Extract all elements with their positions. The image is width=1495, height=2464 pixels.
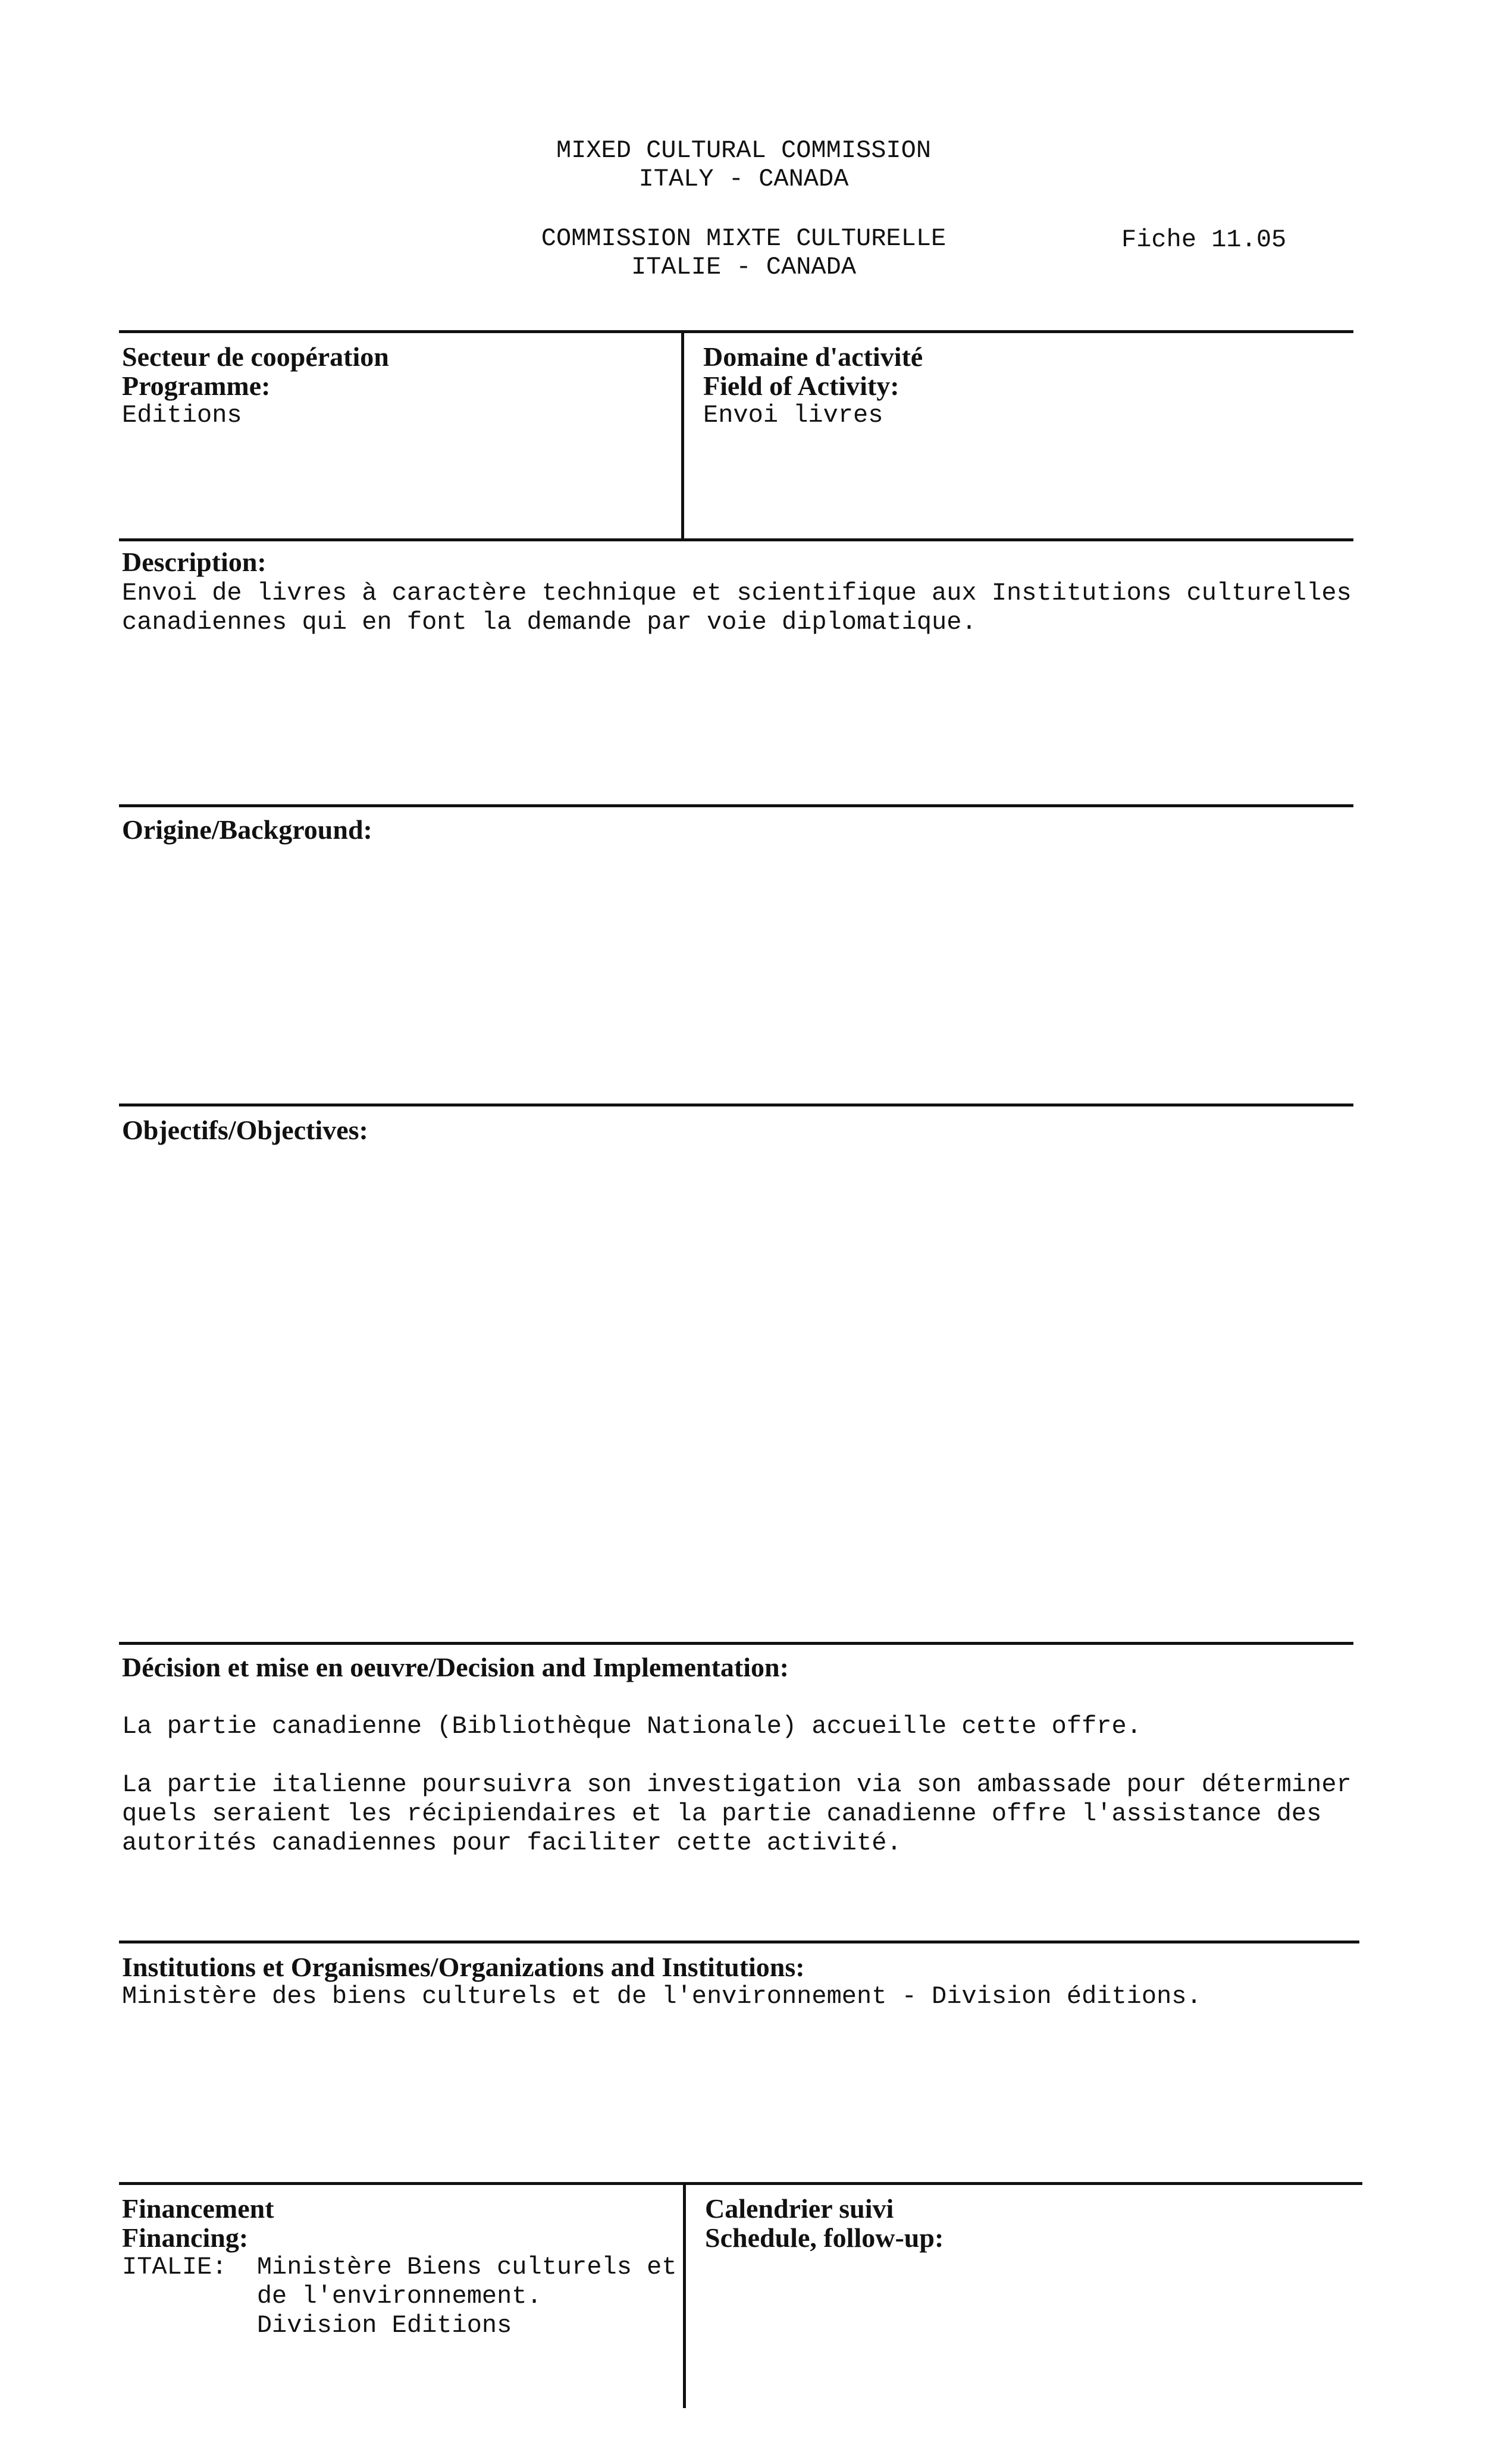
financing-line1: ITALIE: Ministère Biens culturels et [122,2253,677,2281]
divider-institutions [119,1941,1359,1943]
decision-paragraph2-line1: La partie italienne poursuivra son investigation via son ambassade pour déterminer [122,1770,1352,1799]
objectives-label: Objectifs/Objectives: [122,1115,368,1145]
financing-label-en: Financing: [122,2222,249,2253]
decision-paragraph1: La partie canadienne (Bibliothèque Nationale) accueille cette offre. [122,1712,1142,1741]
divider-decision [119,1642,1353,1645]
field-value: Envoi livres [703,401,883,430]
divider-objectives [119,1104,1353,1106]
program-value: Editions [122,401,242,430]
divider-vertical-bottom [683,2182,686,2408]
sector-label: Secteur de coopération [122,341,389,372]
financing-label: Financement [122,2193,274,2224]
institutions-value: Ministère des biens culturels et de l'environnement - Division éditions. [122,1982,1202,2011]
program-label: Programme: [122,371,271,401]
header-fr-line2: ITALIE - CANADA [631,253,857,281]
header-en-line1: MIXED CULTURAL COMMISSION [556,136,932,165]
domain-label: Domaine d'activité [703,341,923,372]
institutions-label: Institutions et Organismes/Organizations and Institutions: [122,1952,805,1982]
divider-financing [119,2182,1362,2185]
divider-background [119,804,1353,807]
description-line2: canadiennes qui en font la demande par voie diplomatique. [122,608,977,637]
financing-line2: de l'environnement. [122,2282,542,2311]
schedule-label-en: Schedule, follow-up: [705,2222,944,2253]
decision-paragraph2-line3: autorités canadiennes pour faciliter cette activité. [122,1829,902,1857]
financing-line3: Division Editions [122,2311,512,2340]
fiche-number: Fiche 11.05 [1121,225,1287,254]
header-fr-line1: COMMISSION MIXTE CULTURELLE [541,224,946,253]
divider-vertical-top [681,330,684,538]
field-label: Field of Activity: [703,371,899,401]
background-label: Origine/Background: [122,814,372,845]
decision-label: Décision et mise en oeuvre/Decision and Implementation: [122,1652,789,1682]
decision-paragraph2-line2: quels seraient les récipiendaires et la partie canadienne offre l'assistance des [122,1800,1322,1828]
divider-top [119,330,1353,333]
description-label: Description: [122,547,267,577]
divider-description [119,538,1353,541]
schedule-label: Calendrier suivi [705,2193,894,2224]
description-line1: Envoi de livres à caractère technique et scientifique aux Institutions culturelles [122,579,1352,607]
header-en-line2: ITALY - CANADA [638,165,849,193]
